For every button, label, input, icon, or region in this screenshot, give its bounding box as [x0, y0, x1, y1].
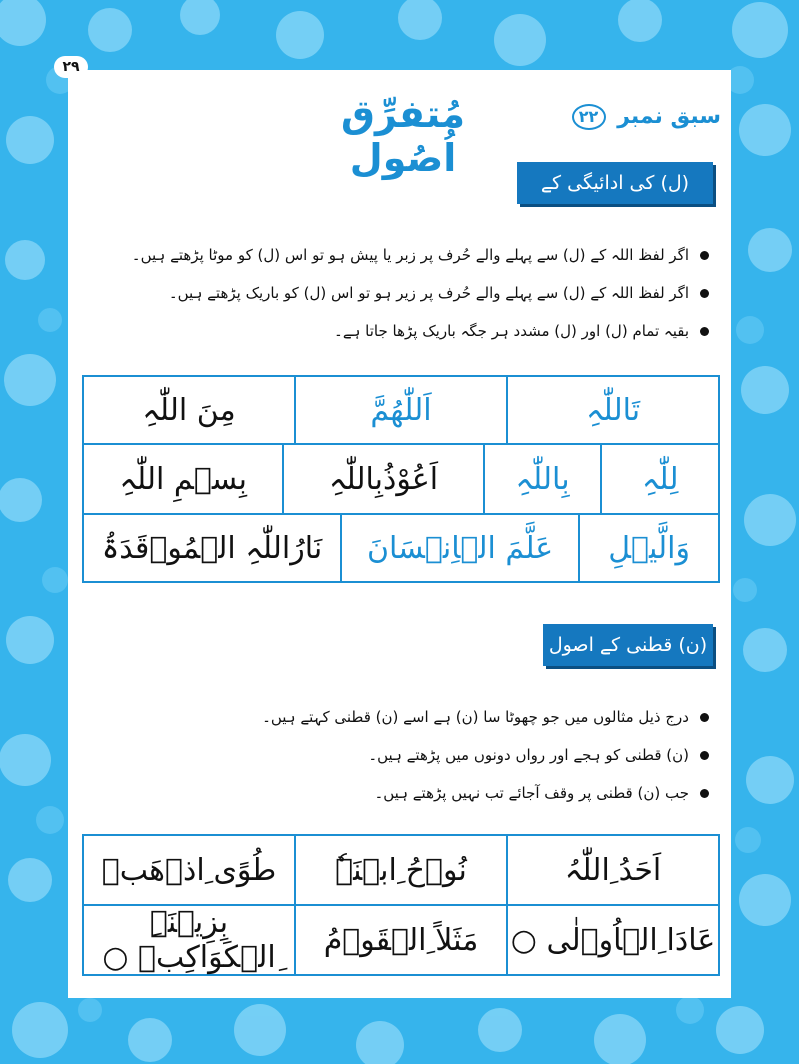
table-cell: نُوۡحُ ِابۡنَہٗ: [294, 836, 506, 904]
section-heading-noon: (ن) قطنی کے اصول: [543, 624, 713, 666]
table-row: [84, 515, 718, 581]
list-item: جب (ن) قطنی پر وقف آجائے تب نہیں پڑھتے ہیں۔: [98, 778, 711, 816]
list-item: بقیہ تمام (ل) اور (ل) مشدد ہر جگہ باریک پڑھا جاتا ہے۔: [98, 316, 711, 354]
table-cell: لِلّٰہِ: [600, 445, 718, 513]
lesson-number-badge: ۲۲: [572, 104, 606, 130]
table-cell: وَالَّیۡلِ: [578, 515, 718, 581]
table-cell: اَعُوْذُبِاللّٰہِ: [282, 445, 482, 513]
table-cell: طُوًی ِاذۡھَبۡ: [101, 852, 277, 888]
lesson-number: [572, 104, 721, 130]
section-heading-lam: (ل) کی ادائیگی کے اصول: [517, 162, 713, 204]
list-item: درج ذیل مثالوں میں جو چھوٹا سا (ن) ہے اسے (ن) قطنی کہتے ہیں۔: [98, 702, 711, 740]
table-cell: عَادَا ِالۡاُوۡلٰی ○: [506, 906, 718, 974]
table-cell: اَحَدُ ِاللّٰہُ: [506, 836, 718, 904]
noon-rules-list: [98, 702, 711, 816]
noon-examples-table: [82, 834, 720, 976]
table-cell: عَلَّمَ الۡاِنۡسَانَ: [340, 515, 578, 581]
table-cell: نَارُاللّٰہِ الۡمُوۡقَدَۃُ: [101, 530, 323, 566]
table-row: [84, 836, 718, 906]
table-cell: بِاللّٰہِ: [483, 445, 601, 513]
table-row: [84, 445, 718, 515]
lesson-label: سبق نمبر: [617, 104, 721, 129]
page-number: ۲۹: [54, 56, 88, 78]
list-item: (ن) قطنی کو ہجے اور رواں دونوں میں پڑھتے ہیں۔: [98, 740, 711, 778]
lesson-page: [62, 59, 731, 998]
table-row: [84, 906, 718, 974]
list-item: اگر لفظ اللہ کے (ل) سے پہلے والے حُرف پر زیر ہو تو اس (ل) کو باریک پڑھتے ہیں۔: [98, 278, 711, 316]
table-cell: اَللّٰھُمَّ: [294, 377, 506, 443]
table-cell: تَاللّٰہِ: [506, 377, 718, 443]
table-cell: بِسۡمِ اللّٰہِ: [119, 461, 247, 497]
lesson-title: مُتفرِّق اُصُول: [340, 92, 465, 180]
list-item: اگر لفظ اللہ کے (ل) سے پہلے والے حُرف پر زبر یا پیش ہو تو اس (ل) کو موٹا پڑھتے ہیں۔: [98, 240, 711, 278]
lam-examples-table: [82, 375, 720, 583]
table-cell: مَثَلاً ِالۡقَوۡمُ: [294, 906, 506, 974]
lam-rules-list: [98, 240, 711, 354]
table-cell: مِنَ اللّٰہِ: [142, 392, 236, 428]
table-cell: بِزِیۡنَۃِ ِالۡکَوَاکِبۡ ○: [102, 905, 276, 975]
table-row: [84, 377, 718, 445]
